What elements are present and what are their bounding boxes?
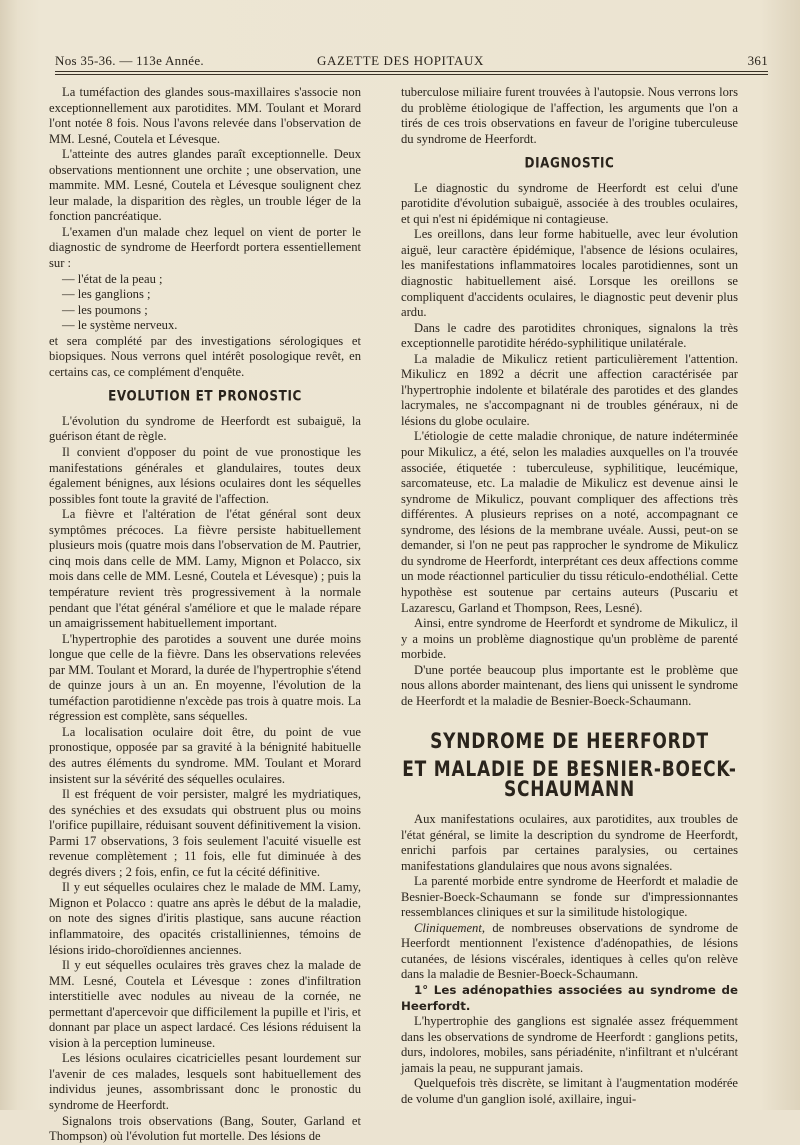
article-title <box>401 729 738 802</box>
paragraph: Il est fréquent de voir persister, malgré les mydriatiques, des synéchies et des exsudats qui obstruent plus ou moins l'orifice pupillaire, réduisant souvent définitivement la vision. Parmi 17 observations, 3 fois seulement l'acuité visuelle est revenue complètement ; 11 fois, elle fut diminuée à des degrés divers ; 2 fois, enfin, ce fut la cécité définitive. <box>49 787 361 879</box>
paragraph: L'étiologie de cette maladie chronique, de nature indéterminée pour Mikulicz, a été, selon les maladies auxquelles on l'a trouvée associée, étiquetée : tuberculeuse, syphilitique, leucémique, sarcomateuse, etc. La maladie de Mikulicz est devenue ainsi le syndrome de Mikulicz, pouvant compliquer des affections très différentes. A plusieurs reprises on a noté, accompagnant ce syndrome, des lésions de la membrane uvéale. Aussi, peut-on se demander, si l'on ne peut pas rapprocher le syndrome de Mikulicz du syndrome de Heerfordt, interprétant ces deux affections comme un mode réactionnel particulier du tissu réticulo-endothélial. Cette hypothèse est soutenue par certains auteurs (Puscariu et Lazarescu, Garland et Thompson, Rees, Lesné). <box>401 429 738 615</box>
section-heading-evolution: EVOLUTION ET PRONOSTIC <box>108 388 302 405</box>
paragraph: Il y eut séquelles oculaires très graves chez la malade de MM. Lesné, Coutela et Lévesque : zones d'infiltration interstitielle avec nodules au niveau de la cornée, ne permettant d'apercevoir que difficilement la pupille et l'iris, et donnant par place un aspect lardacé. Ces lésions réduisent la vision à la perception lumineuse. <box>49 958 361 1050</box>
left-column <box>49 85 361 1145</box>
emphasis: Cliniquement <box>414 920 482 935</box>
paragraph: tuberculose miliaire furent trouvées à l'autopsie. Nous verrons lors du problème étiologique de l'affection, les arguments que l'on a tirés de ces trois observations en faveur de l'origine tuberculeuse du syndrome de Heerfordt. <box>401 85 738 146</box>
page-header <box>55 50 768 72</box>
list-item: — l'état de la peau ; <box>62 271 163 286</box>
paragraph-text: , de nombreuses observations de syndrome de Heerfordt mentionnent l'existence d'adénopathies, de lésions cutanées, de lésions viscérales, identiques à celles qu'on relève dans la maladie de Besnier-Boeck-Schaumann. <box>401 920 738 982</box>
paragraph: La tuméfaction des glandes sous-maxillaires s'associe non exceptionnellement aux parotidites. MM. Toulant et Morard l'ont notée 8 fois. Nous l'avons relevée dans l'observation de MM. Lesné, Coutela et Lévesque. <box>49 85 361 146</box>
right-column <box>401 85 738 1107</box>
section-heading-diagnostic: DIAGNOSTIC <box>524 155 615 172</box>
paragraph: L'hypertrophie des parotides a souvent une durée moins longue que celle de la fièvre. Dans les observations relevées par MM. Toulant et Morard, la durée de l'hypertrophie s'étend de quinze jours à un an. En moyenne, l'évolution de la tuméfaction parotidienne n'excède pas trois à quatre mois. La régression est complète, sans séquelles. <box>49 631 361 724</box>
paragraph: La parenté morbide entre syndrome de Heerfordt et maladie de Besnier-Boeck-Schaumann se fonde sur d'impressionnantes ressemblances cliniques et sur la similitude histologique. <box>401 874 738 920</box>
paragraph: D'une portée beaucoup plus importante est le problème que nous allons aborder maintenant, des liens qui unissent le syndrome de Heerfordt et la maladie de Besnier-Boeck-Schaumann. <box>401 662 738 708</box>
paragraph: et sera complété par des investigations sérologiques et biopsiques. Nous verrons quel intérêt posologique revêt, en certains cas, ce complément d'enquête. <box>49 333 361 379</box>
paragraph: Le diagnostic du syndrome de Heerfordt est celui d'une parotidite d'évolution subaiguë, associée à des troubles oculaires, et qui n'est ni épidémique ni contagieuse. <box>401 180 738 226</box>
paragraph: Signalons trois observations (Bang, Souter, Garland et Thompson) où l'évolution fut mortelle. Des lésions de <box>49 1113 361 1144</box>
header-rule-thin <box>55 74 768 75</box>
paragraph: L'hypertrophie des ganglions est signalée assez fréquemment dans les observations de syndrome de Heerfordt : ganglions petits, durs, indolores, mobiles, sans périadénite, n'infiltrant et n'ulcérant jamais la peau, ne suppurant jamais. <box>401 1014 738 1075</box>
paragraph: La maladie de Mikulicz retient particulièrement l'attention. Mikulicz en 1892 a décrit une affection caractérisée par l'hypertrophie indolente et bilatérale des parotides et des glandes lacrymales, ne s'accompagnant ni de troubles généraux, ni de lésions du globe oculaire. <box>401 351 738 428</box>
article-title-line-1: SYNDROME DE HEERFORDT <box>430 729 709 755</box>
paragraph: La fièvre et l'altération de l'état général sont deux symptômes précoces. La fièvre persiste habituellement plusieurs mois (quatre mois dans l'observation de M. Pautrier, cinq mois dans celle de MM. Lamy, Mignon et Polacco, six mois dans celle de MM. Lesné, Coutela et Lévesque) ; puis la température revient très progressivement à la normale pendant que l'état général s'améliore et que le malade répare un amaigrissement habituellement important. <box>49 507 361 631</box>
paragraph: Dans le cadre des parotidites chroniques, signalons la très exceptionnelle parotidite hérédo-syphilitique unilatérale. <box>401 320 738 351</box>
journal-title: GAZETTE DES HOPITAUX <box>317 53 484 68</box>
page-number: 361 <box>747 53 768 68</box>
issue-number: Nos 35-36. — 113e Année. <box>55 53 204 68</box>
list-item: — le système nerveux. <box>62 318 178 333</box>
paragraph: Les lésions oculaires cicatricielles pesant lourdement sur l'avenir de ces malades, lesquels sont habituellement des individus jeunes, assombrissant donc le pronostic du syndrome de Heerfordt. <box>49 1051 361 1112</box>
paragraph: Les oreillons, dans leur forme habituelle, avec leur évolution aiguë, leur caractère épidémique, l'absence de lésions oculaires, les manifestations inflammatoires locales parotidiennes, sont un diagnostic habituellement aisé. Lorsque les oreillons se compliquent d'accidents oculaires, le diagnostic peut devenir plus ardu. <box>401 227 738 320</box>
paragraph: Aux manifestations oculaires, aux parotidites, aux troubles de l'état général, se limite la description du syndrome de Heerfordt, enrichi parfois par certaines paralysies, ou certaines manifestations glandulaires que nous avons signalées. <box>401 811 738 873</box>
list-item: — les ganglions ; <box>62 287 151 302</box>
subheading-adenopathies: 1° Les adénopathies associées au syndrome de Heerfordt. <box>401 982 738 1013</box>
paragraph: L'atteinte des autres glandes paraît exceptionnelle. Deux observations mentionnent une orchite ; une observation, une mammite. MM. Lesné, Coutela et Lévesque soulignent chez leur malade, la disparition des règles, un trouble léger de la fonction pancréatique. <box>49 147 361 224</box>
paragraph: Il y eut séquelles oculaires chez le malade de MM. Lamy, Mignon et Polacco : quatre ans après le début de la maladie, on note des signes d'iritis plastique, sans aucune réaction inflammatoire, des opacités cristalliniennes, témoins de lésions irido-choroïdiennes anciennes. <box>49 880 361 957</box>
paragraph: Il convient d'opposer du point de vue pronostique les manifestations générales et glandulaires, toutes deux également bénignes, aux lésions oculaires dont les séquelles possibles font toute la gravité de l'affection. <box>49 445 361 506</box>
paragraph: Quelquefois très discrète, se limitant à l'augmentation modérée de volume d'un ganglion isolé, axillaire, ingui- <box>401 1076 738 1106</box>
article-title-line-2: ET MALADIE DE BESNIER-BOECK-SCHAUMANN <box>402 757 737 802</box>
paragraph <box>401 921 738 983</box>
paragraph: L'examen d'un malade chez lequel on vient de porter le diagnostic de syndrome de Heerfordt portera essentiellement sur : <box>49 224 361 271</box>
paragraph: La localisation oculaire doit être, du point de vue pronostique, opposée par sa gravité à la bénignité habituelle des autres éléments du syndrome. MM. Toulant et Morard insistent sur la sévérité des séquelles oculaires. <box>49 724 361 786</box>
paragraph: Ainsi, entre syndrome de Heerfordt et syndrome de Mikulicz, il y a moins un problème diagnostique qu'un problème de parenté morbide. <box>401 616 738 662</box>
header-rule <box>55 71 768 72</box>
list-item: — les poumons ; <box>62 302 148 317</box>
paragraph: L'évolution du syndrome de Heerfordt est subaiguë, la guérison étant de règle. <box>49 413 361 444</box>
